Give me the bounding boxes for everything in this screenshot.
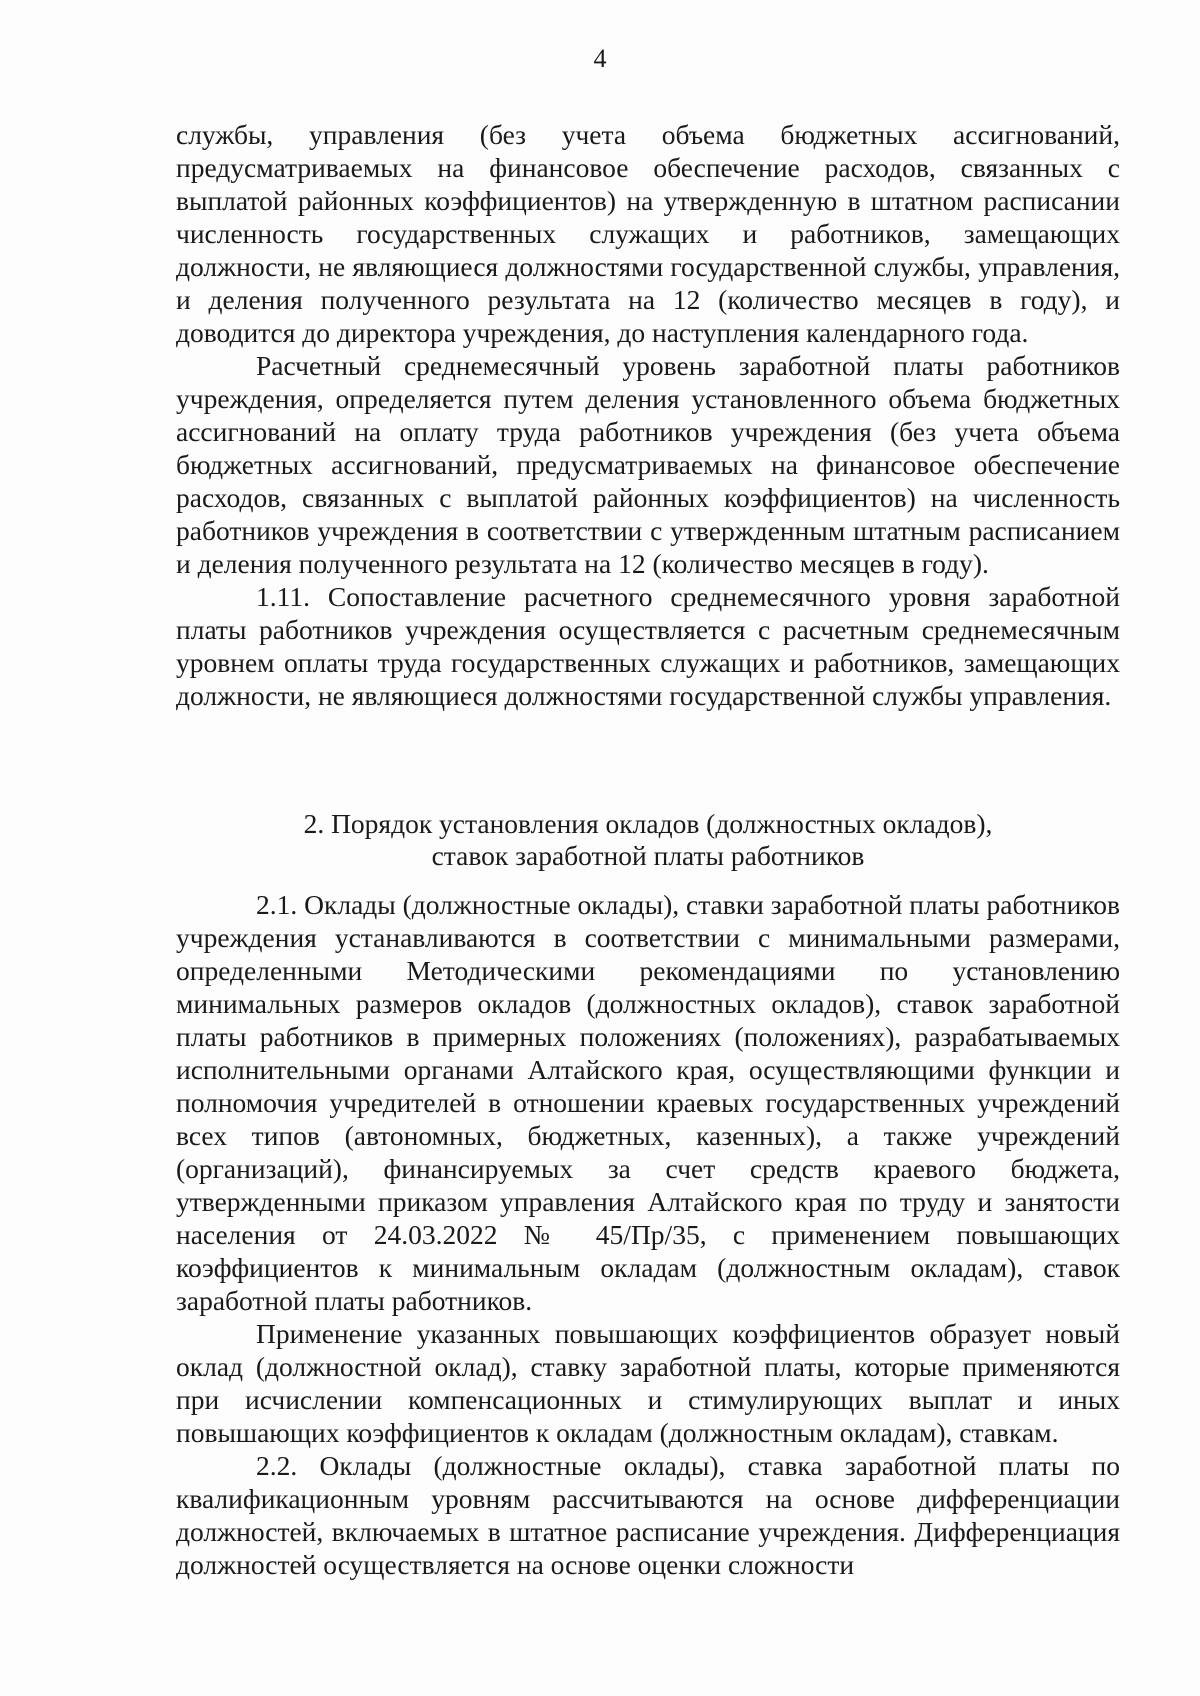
paragraph-average-salary: Расчетный среднемесячный уровень заработной платы работников учреждения, определяется путем деления установленного объема бюджетных ассигнований на оплату труда работников учреждения (без учета объема бюджетных ассигнований, предусматриваемых на финансовое обеспечение расходов, связанных с выплатой районных коэффициентов) на численность работников учреждения в соответствии с утвержденным штатным расписанием и деления полученного результата на 12 (количество месяцев в году). bbox=[176, 350, 1120, 579]
paragraph-2-2: 2.2. Оклады (должностные оклады), ставка заработной платы по квалификационным уровням рассчитываются на основе дифференциации должностей, включаемых в штатное расписание учреждения. Дифференциация должностей осуществляется на основе оценки сложности bbox=[176, 1450, 1120, 1580]
paragraph-1-11: 1.11. Сопоставление расчетного среднемесячного уровня заработной платы работников учреждения осуществляется с расчетным среднемесячным уровнем оплаты труда государственных служащих и работников, замещающих должности, не являющиеся должностями государственной службы управления. bbox=[176, 581, 1120, 711]
paragraph-coefficients: Применение указанных повышающих коэффициентов образует новый оклад (должностной оклад), ставку заработной платы, которые применяются при исчислении компенсационных и стимулирующих выплат и иных повышающих коэффициентов к окладам (должностным окладам), ставкам. bbox=[176, 1318, 1120, 1448]
body-text-upper bbox=[176, 118, 1120, 712]
section-heading-line-2: ставок заработной платы работников bbox=[431, 840, 865, 871]
body-text-lower bbox=[176, 888, 1120, 1581]
page-number: 4 bbox=[593, 44, 607, 73]
paragraph-2-1: 2.1. Оклады (должностные оклады), ставки заработной платы работников учреждения устанавливаются в соответствии с минимальными размерами, определенными Методическими рекомендациями по установлению минимальных размеров окладов (должностных окладов), ставок заработной платы работников в примерных положениях (положениях), разрабатываемых исполнительными органами Алтайского края, осуществляющими функции и полномочия учредителей в отношении краевых государственных учреждений всех типов (автономных, бюджетных, казенных), а также учреждений (организаций), финансируемых за счет средств краевого бюджета, утвержденными приказом управления Алтайского края по труду и занятости населения от 24.03.2022 № 45/Пр/35, с применением повышающих коэффициентов к минимальным окладам (должностным окладам), ставок заработной платы работников. bbox=[176, 889, 1120, 1316]
section-heading bbox=[176, 808, 1120, 872]
paragraph-continuation: службы, управления (без учета объема бюджетных ассигнований, предусматриваемых на финансовое обеспечение расходов, связанных с выплатой районных коэффициентов) на утвержденную в штатном расписании численность государственных служащих и работников, замещающих должности, не являющиеся должностями государственной службы, управления, и деления полученного результата на 12 (количество месяцев в году), и доводится до директора учреждения, до наступления календарного года. bbox=[176, 119, 1120, 348]
section-heading-line-1: 2. Порядок установления окладов (должностных окладов), bbox=[303, 808, 993, 839]
